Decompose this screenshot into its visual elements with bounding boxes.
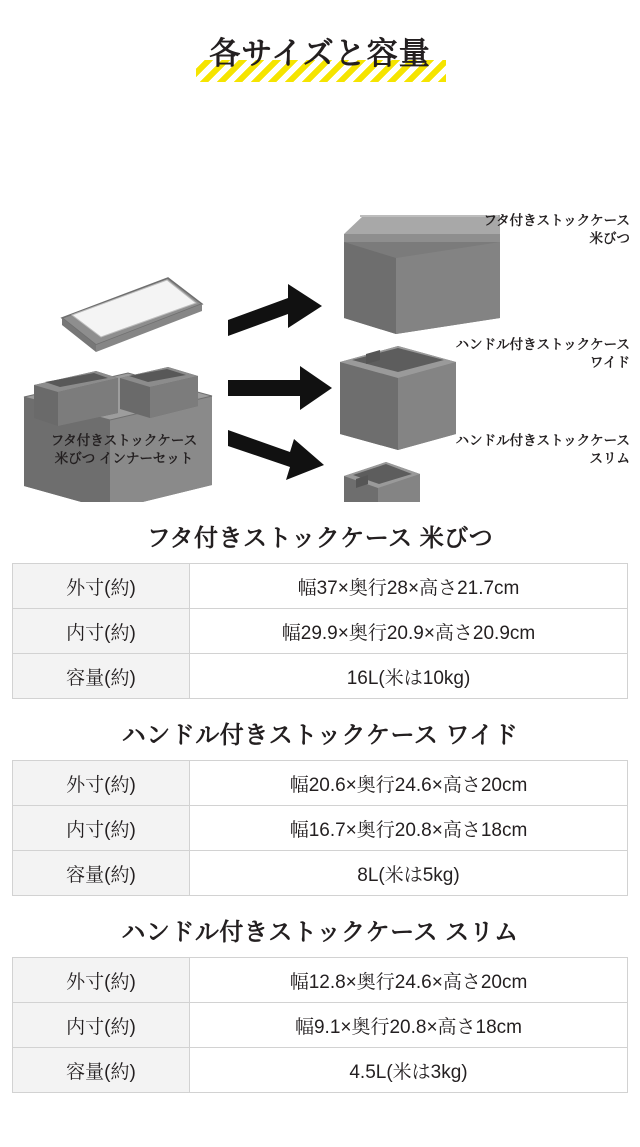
spec-key: 外寸(約) [13, 761, 190, 806]
product-diagram [0, 82, 640, 502]
main-product-lid [62, 278, 202, 352]
spec-key: 内寸(約) [13, 806, 190, 851]
main-product-label-line2: 米びつ インナーセット [54, 451, 194, 467]
table-row [13, 609, 628, 654]
table-row [13, 761, 628, 806]
table-row [13, 564, 628, 609]
spec-key: 外寸(約) [13, 958, 190, 1003]
spec-key: 内寸(約) [13, 1003, 190, 1048]
spec-value: 幅37×奥行28×高さ21.7cm [190, 564, 628, 609]
main-product-label [12, 432, 236, 468]
item-3-label [280, 432, 630, 468]
spec-section-2 [12, 699, 628, 896]
spec-value: 8L(米は5kg) [190, 851, 628, 896]
spec-value: 幅20.6×奥行24.6×高さ20cm [190, 761, 628, 806]
item-3-label-line2: スリム [589, 451, 630, 467]
spec-table-2 [12, 760, 628, 896]
table-row [13, 654, 628, 699]
page-title: 各サイズと容量 [209, 36, 431, 71]
spec-value: 4.5L(米は3kg) [190, 1048, 628, 1093]
page-title-block [0, 0, 640, 82]
spec-value: 幅12.8×奥行24.6×高さ20cm [190, 958, 628, 1003]
spec-section-1 [12, 502, 628, 699]
item-2-label-line2: ワイド [589, 355, 630, 371]
table-row [13, 806, 628, 851]
spec-table-1 [12, 563, 628, 699]
item-1-label-line1: フタ付きストックケース [483, 213, 630, 228]
spec-key: 容量(約) [13, 1048, 190, 1093]
spec-section-1-heading: フタ付きストックケース 米びつ [146, 525, 494, 552]
arrow-right-icon-2 [228, 366, 332, 410]
spec-key: 容量(約) [13, 654, 190, 699]
item-2-label [280, 336, 630, 372]
spec-key: 容量(約) [13, 851, 190, 896]
item-2-label-line1: ハンドル付きストックケース [455, 337, 630, 352]
item-1-label [300, 212, 630, 248]
main-product-label-line1: フタ付きストックケース [50, 433, 198, 448]
item-1-label-line2: 米びつ [589, 231, 630, 247]
spec-section-3-heading: ハンドル付きストックケース スリム [121, 919, 519, 946]
spec-key: 内寸(約) [13, 609, 190, 654]
table-row [13, 1003, 628, 1048]
spec-value: 幅16.7×奥行20.8×高さ18cm [190, 806, 628, 851]
arrow-right-icon-1 [228, 284, 322, 336]
table-row [13, 851, 628, 896]
spec-section-3 [12, 896, 628, 1093]
spec-value: 16L(米は10kg) [190, 654, 628, 699]
table-row [13, 1048, 628, 1093]
table-row [13, 958, 628, 1003]
item-3-label-line1: ハンドル付きストックケース [455, 433, 630, 448]
spec-value: 幅9.1×奥行20.8×高さ18cm [190, 1003, 628, 1048]
spec-value: 幅29.9×奥行20.9×高さ20.9cm [190, 609, 628, 654]
spec-key: 外寸(約) [13, 564, 190, 609]
spec-section-2-heading: ハンドル付きストックケース ワイド [121, 722, 519, 749]
spec-table-3 [12, 957, 628, 1093]
